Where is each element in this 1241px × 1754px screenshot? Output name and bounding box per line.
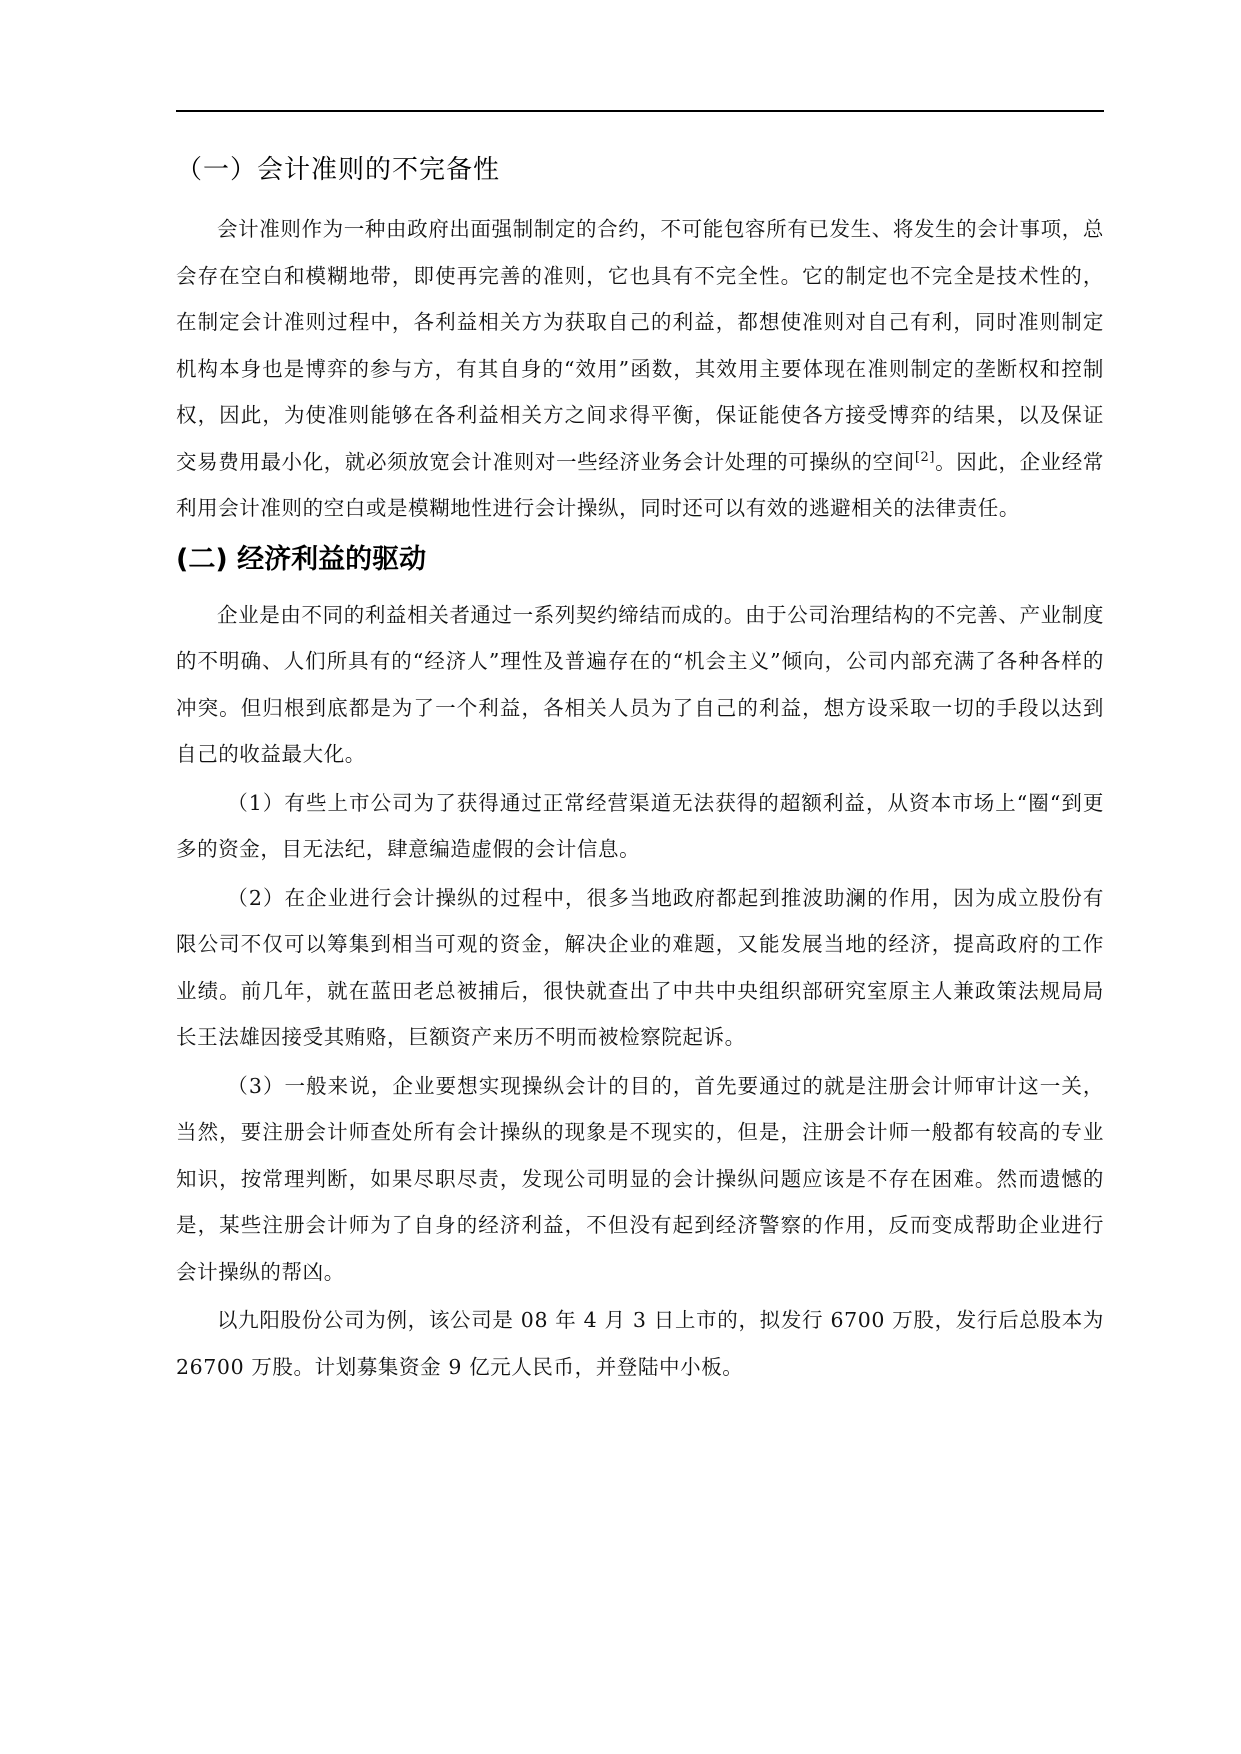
section-2-item-3: （3）一般来说，企业要想实现操纵会计的目的，首先要通过的就是注册会计师审计这一关，当然，要注册会计师查处所有会计操纵的现象是不现实的，但是，注册会计师一般都有较高的专业知识，按常理判断，如果尽职尽责，发现公司明显的会计操纵问题应该是不存在困难。然而遗憾的是，某些注册会计师为了自身的经济利益，不但没有起到经济警察的作用，反而变成帮助企业进行会计操纵的帮凶。: [176, 1073, 1104, 1284]
section-2-item-1: （1）有些上市公司为了获得通过正常经营渠道无法获得的超额利益，从资本市场上“圈“到更多的资金，目无法纪，肆意编造虚假的会计信息。: [176, 790, 1104, 861]
citation-reference: [2]: [914, 449, 936, 465]
section-1-text-part-1: 会计准则作为一种由政府出面强制制定的合约，不可能包容所有已发生、将发生的会计事项，总会存在空白和模糊地带，即使再完善的准则，它也具有不完全性。它的制定也不完全是技术性的，在制定会计准则过程中，各利益相关方为获取自己的利益，都想使准则对自己有利，同时准则制定机构本身也是博弈的参与方，有其自身的“效用”函数，其效用主要体现在准则制定的垄断权和控制权，因此，为使准则能够在各利益相关方之间求得平衡，保证能使各方接受博弈的结果，以及保证交易费用最小化，就必须放宽会计准则对一些经济业务会计处理的可操纵的空间: [176, 217, 1104, 474]
section-2-intro-paragraph: 企业是由不同的利益相关者通过一系列契约缔结而成的。由于公司治理结构的不完善、产业制度的不明确、人们所具有的“经济人”理性及普遍存在的“机会主义”倾向，公司内部充满了各种各样的冲突。但归根到底都是为了一个利益，各相关人员为了自己的利益，想方设采取一切的手段以达到自己的收益最大化。: [176, 602, 1104, 766]
section-2-item-2: （2）在企业进行会计操纵的过程中，很多当地政府都起到推波助澜的作用，因为成立股份有限公司不仅可以筹集到相当可观的资金，解决企业的难题，又能发展当地的经济，提高政府的工作业绩。前几年，就在蓝田老总被捕后，很快就查出了中共中央组织部研究室原主人兼政策法规局局长王法雄因接受其贿赂，巨额资产来历不明而被检察院起诉。: [176, 885, 1104, 1049]
section-1-paragraph: [176, 206, 1104, 532]
section-1-text-part-2: 。因此，企业经常利用会计准则的空白或是模糊地性进行会计操纵，同时还可以有效的逃避相关的法律责任。: [176, 449, 1104, 520]
section-2-heading: (二) 经济利益的驱动: [176, 543, 427, 575]
document-body: [176, 148, 1104, 1390]
header-rule: [176, 110, 1104, 112]
section-2-example-paragraph: 以九阳股份公司为例，该公司是 08 年 4 月 3 日上市的，拟发行 6700 万股，发行后总股本为 26700 万股。计划募集资金 9 亿元人民币，并登陆中小板。: [176, 1308, 1104, 1379]
section-1-heading: （一）会计准则的不完备性: [176, 155, 501, 185]
